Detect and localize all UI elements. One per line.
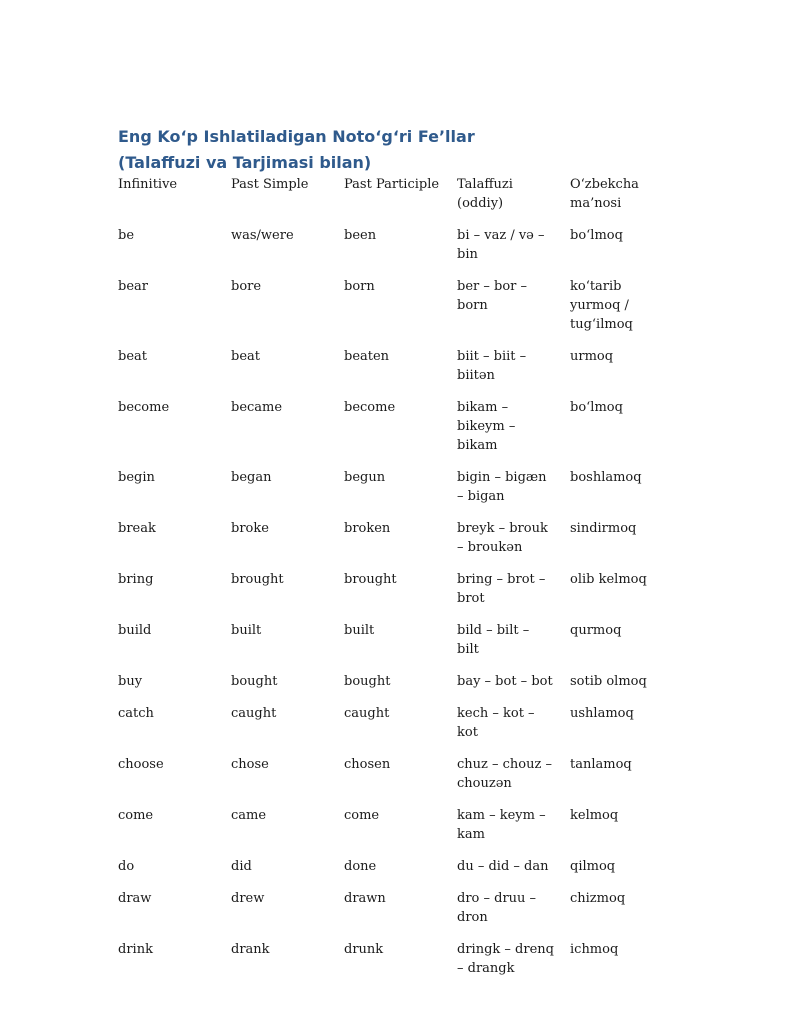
cell-past-participle: caught xyxy=(344,706,390,721)
cell-past-participle: drunk xyxy=(344,942,384,957)
header-past-participle: Past Participle xyxy=(344,177,440,192)
cell-infinitive: drink xyxy=(118,942,153,957)
cell-pronunciation: chuz – chouz – chouzən xyxy=(457,757,552,791)
cell-infinitive: become xyxy=(118,400,170,415)
cell-infinitive: beat xyxy=(118,349,147,364)
cell-past-simple: was/were xyxy=(231,228,294,243)
cell-pronunciation: kam – keym – kam xyxy=(457,808,546,842)
cell-pronunciation: bay – bot – bot xyxy=(457,674,553,689)
document-title xyxy=(118,124,678,176)
cell-uzbek-meaning: ushlamoq xyxy=(570,706,634,721)
cell-pronunciation: bigin – bigæn – bigan xyxy=(457,470,547,504)
cell-infinitive: be xyxy=(118,228,135,243)
cell-pronunciation: bring – brot – brot xyxy=(457,572,546,606)
cell-uzbek-meaning: chizmoq xyxy=(570,891,626,906)
cell-infinitive: choose xyxy=(118,757,164,772)
table-row xyxy=(113,857,679,889)
cell-past-simple: bore xyxy=(231,279,262,294)
cell-infinitive: come xyxy=(118,808,154,823)
cell-pronunciation: du – did – dan xyxy=(457,859,549,874)
cell-past-participle: bought xyxy=(344,674,391,689)
cell-past-simple: became xyxy=(231,400,283,415)
cell-past-simple: came xyxy=(231,808,267,823)
cell-infinitive: catch xyxy=(118,706,154,721)
cell-uzbek-meaning: tanlamoq xyxy=(570,757,632,772)
cell-past-participle: drawn xyxy=(344,891,386,906)
cell-pronunciation: bi – vaz / və – bin xyxy=(457,228,545,262)
cell-past-participle: begun xyxy=(344,470,386,485)
cell-uzbek-meaning: ko‘tarib yurmoq / tug‘ilmoq xyxy=(570,279,633,332)
header-past-simple: Past Simple xyxy=(231,177,309,192)
header-pronunciation: Talaffuzi (oddiy) xyxy=(457,177,513,211)
irregular-verbs-table xyxy=(113,175,679,991)
cell-past-simple: did xyxy=(231,859,252,874)
cell-pronunciation: biit – biit – biitən xyxy=(457,349,527,383)
table-row xyxy=(113,889,679,940)
cell-past-simple: built xyxy=(231,623,262,638)
cell-past-participle: done xyxy=(344,859,377,874)
cell-pronunciation: dro – druu – dron xyxy=(457,891,537,925)
cell-uzbek-meaning: urmoq xyxy=(570,349,614,364)
table-row xyxy=(113,398,679,468)
cell-uzbek-meaning: boshlamoq xyxy=(570,470,642,485)
cell-past-participle: brought xyxy=(344,572,397,587)
table-row xyxy=(113,519,679,570)
cell-past-participle: broken xyxy=(344,521,391,536)
table-row xyxy=(113,755,679,806)
cell-past-simple: broke xyxy=(231,521,269,536)
cell-past-participle: built xyxy=(344,623,375,638)
cell-pronunciation: bikam – bikeym – bikam xyxy=(457,400,516,453)
cell-infinitive: draw xyxy=(118,891,152,906)
cell-past-participle: born xyxy=(344,279,375,294)
cell-pronunciation: ber – bor – born xyxy=(457,279,527,313)
table-row xyxy=(113,468,679,519)
cell-pronunciation: breyk – brouk – broukən xyxy=(457,521,548,555)
cell-pronunciation: bild – bilt – bilt xyxy=(457,623,530,657)
cell-uzbek-meaning: bo‘lmoq xyxy=(570,228,623,243)
cell-past-simple: chose xyxy=(231,757,269,772)
cell-past-simple: drew xyxy=(231,891,265,906)
cell-uzbek-meaning: kelmoq xyxy=(570,808,619,823)
cell-uzbek-meaning: bo‘lmoq xyxy=(570,400,623,415)
table-row xyxy=(113,621,679,672)
cell-past-simple: bought xyxy=(231,674,278,689)
table-body xyxy=(113,226,679,991)
cell-uzbek-meaning: olib kelmoq xyxy=(570,572,647,587)
header-uzbek-meaning: O‘zbekcha ma’nosi xyxy=(570,177,639,211)
cell-past-simple: beat xyxy=(231,349,260,364)
cell-infinitive: do xyxy=(118,859,135,874)
cell-uzbek-meaning: qilmoq xyxy=(570,859,616,874)
cell-uzbek-meaning: ichmoq xyxy=(570,942,619,957)
table-header xyxy=(113,175,679,226)
cell-past-simple: brought xyxy=(231,572,284,587)
table-row xyxy=(113,277,679,347)
cell-pronunciation: dringk – drenq – drangk xyxy=(457,942,554,976)
cell-pronunciation: kech – kot – kot xyxy=(457,706,535,740)
cell-infinitive: bring xyxy=(118,572,154,587)
cell-past-simple: drank xyxy=(231,942,270,957)
table-row xyxy=(113,672,679,704)
cell-past-simple: began xyxy=(231,470,272,485)
cell-past-participle: been xyxy=(344,228,377,243)
cell-past-participle: chosen xyxy=(344,757,391,772)
header-infinitive: Infinitive xyxy=(118,177,178,192)
title-line-1: Eng Ko‘p Ishlatiladigan Noto‘g‘ri Fe’llar xyxy=(118,127,475,146)
cell-infinitive: break xyxy=(118,521,156,536)
cell-infinitive: bear xyxy=(118,279,148,294)
title-line-2: (Talaffuzi va Tarjimasi bilan) xyxy=(118,153,372,172)
cell-past-participle: come xyxy=(344,808,380,823)
table-row xyxy=(113,570,679,621)
cell-uzbek-meaning: qurmoq xyxy=(570,623,622,638)
table-row xyxy=(113,704,679,755)
cell-uzbek-meaning: sindirmoq xyxy=(570,521,637,536)
table-row xyxy=(113,806,679,857)
cell-past-participle: become xyxy=(344,400,396,415)
table-header-row xyxy=(113,175,679,226)
table-row xyxy=(113,940,679,991)
cell-infinitive: buy xyxy=(118,674,143,689)
cell-past-simple: caught xyxy=(231,706,277,721)
cell-infinitive: build xyxy=(118,623,152,638)
cell-uzbek-meaning: sotib olmoq xyxy=(570,674,647,689)
table-row xyxy=(113,226,679,277)
cell-infinitive: begin xyxy=(118,470,155,485)
cell-past-participle: beaten xyxy=(344,349,390,364)
table-row xyxy=(113,347,679,398)
